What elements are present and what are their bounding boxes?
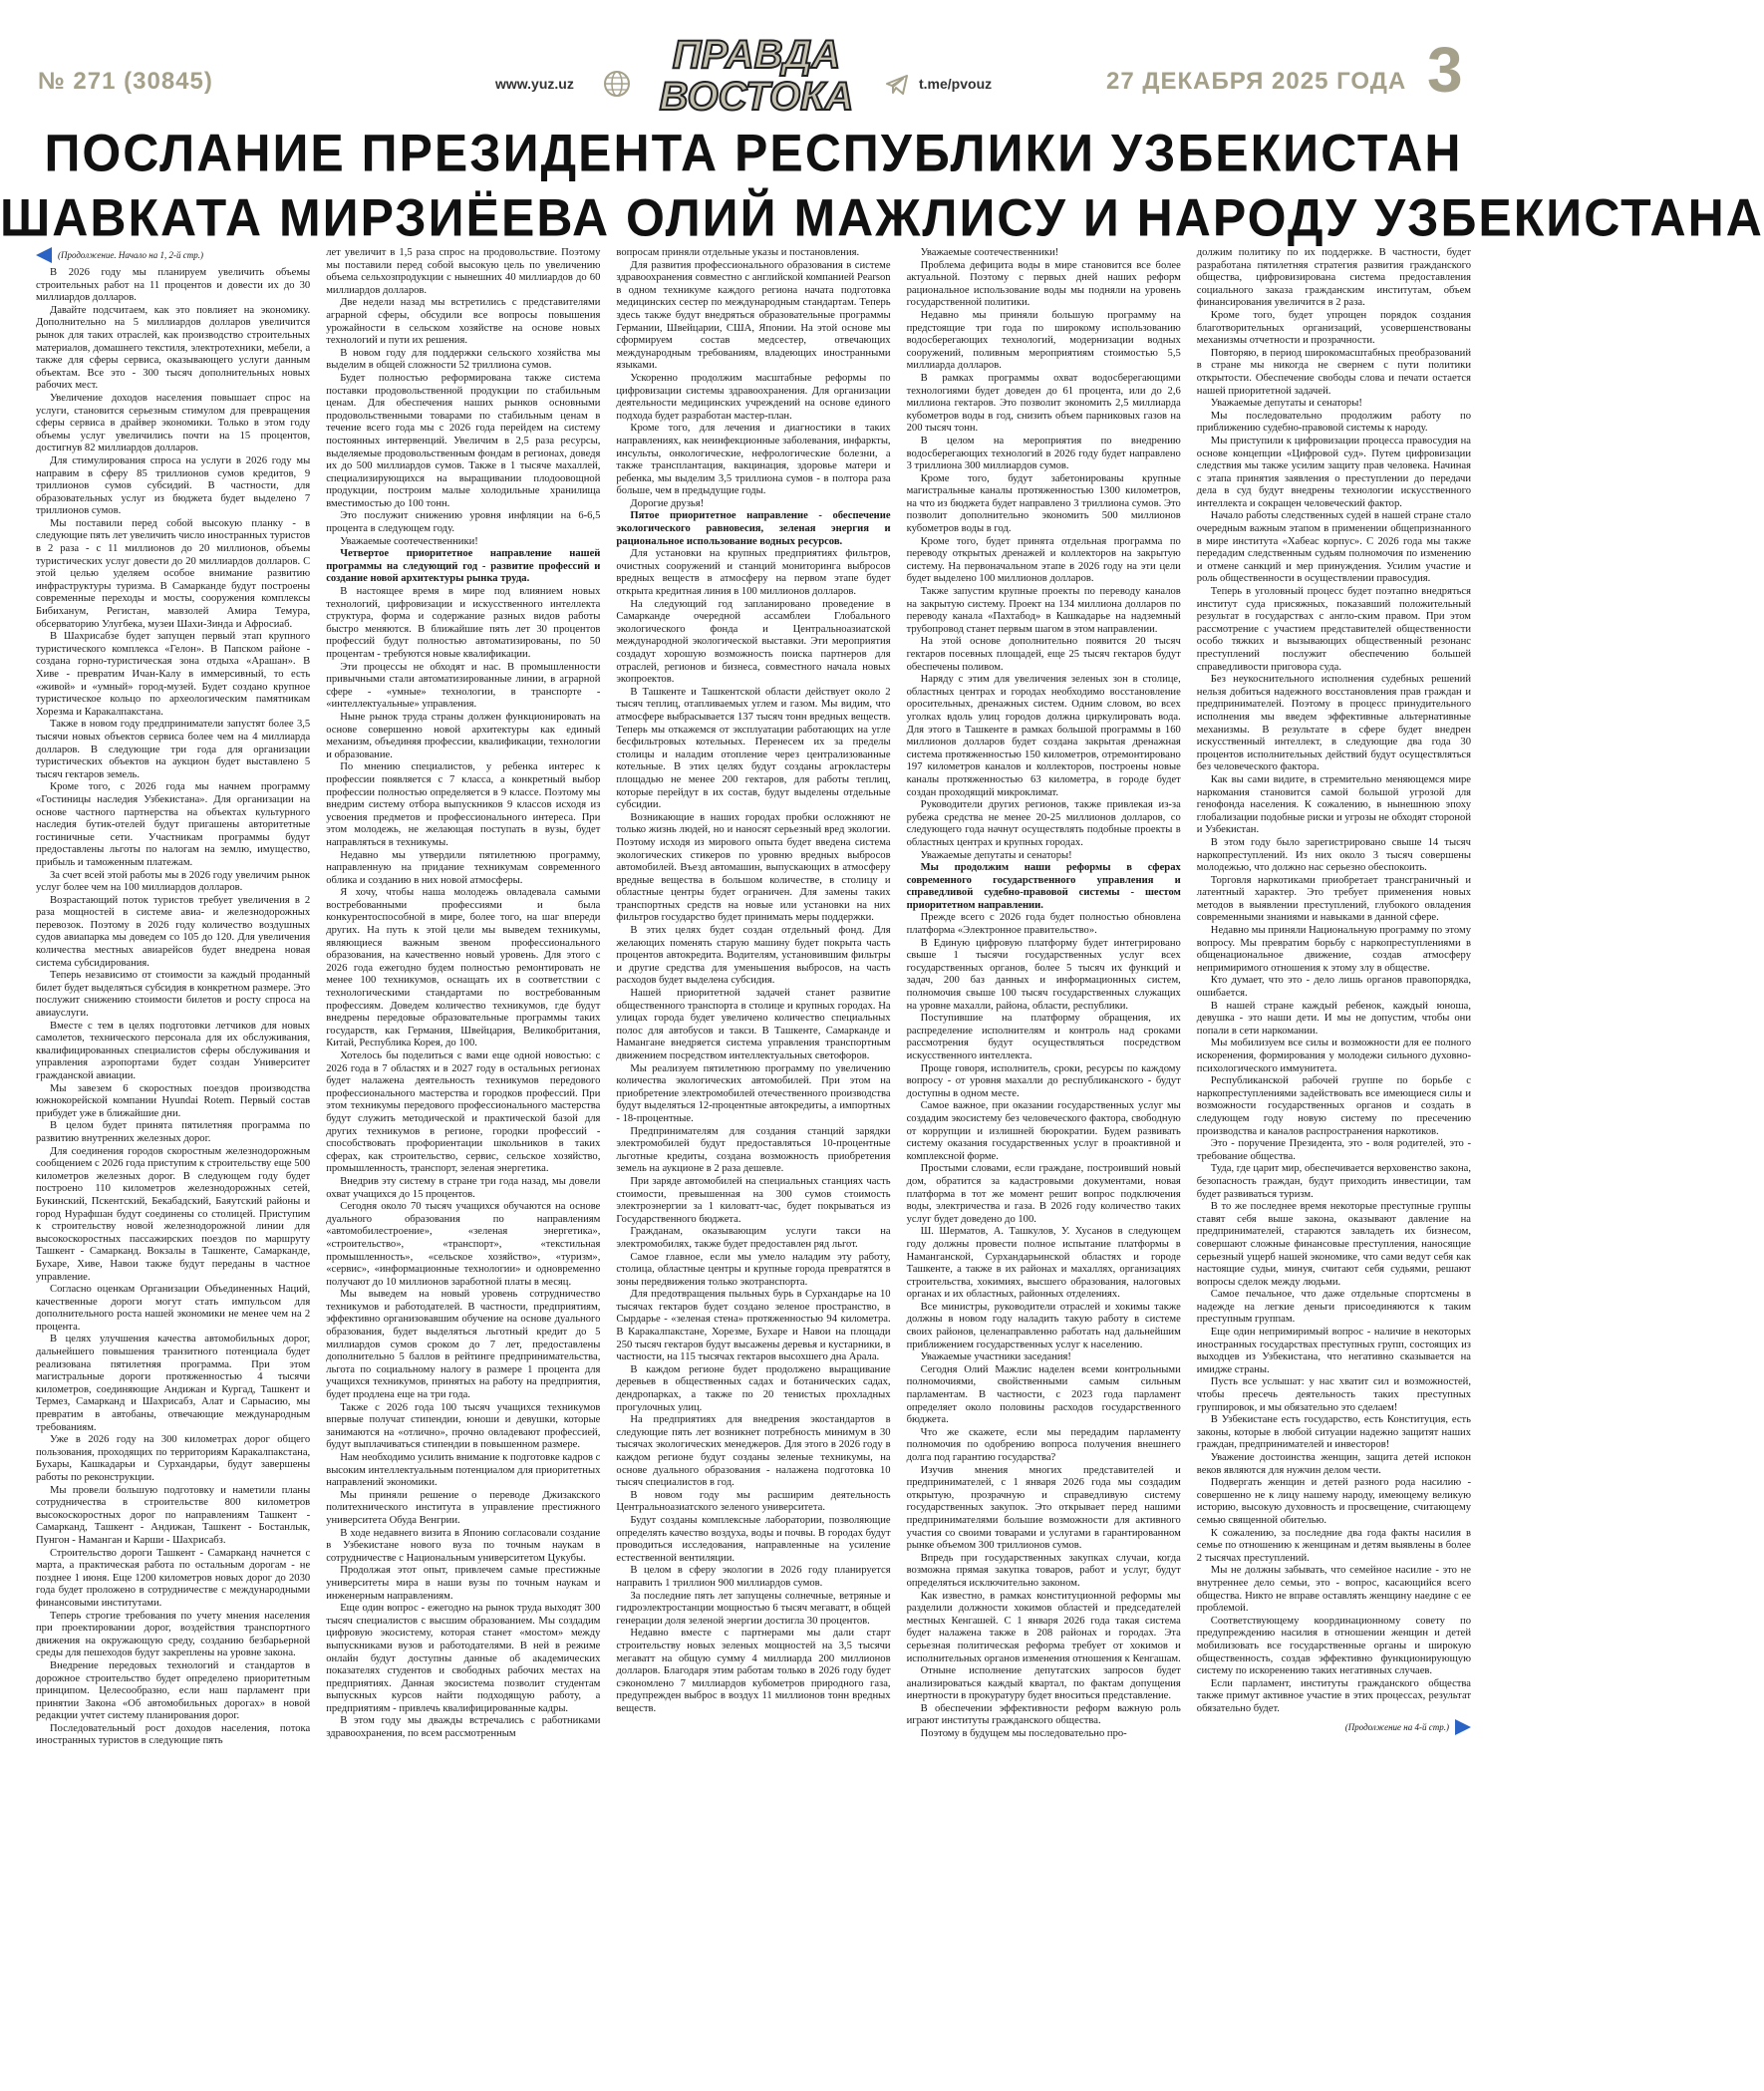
paragraph: Недавно мы утвердили пятилетнюю программу, направленную на придание техникумам современного облика и созданию в них новой атмосферы. <box>326 849 601 886</box>
column-5 <box>1197 247 1471 2071</box>
paragraph: Недавно мы приняли большую программу на предстоящие три года по широкому использованию водосберегающих технологий, модернизации водных сооружений, поливным мероприятиям стоимостью 5,5 миллиарда долларов. <box>906 309 1181 372</box>
paragraph: Возрастающий поток туристов требует увеличения в 2 раза мощностей в системе авиа- и железнодорожных перевозок. Поэтому в 2026 году количество воздушных судов авиапарка мы доведем со 105 до 120. Для увеличения количества местных авиарейсов будет внедрена новая система субсидирования. <box>36 894 311 969</box>
paragraph: Нам необходимо усилить внимание к подготовке кадров с высоким интеллектуальным потенциалом для приоритетных направлений экономики. <box>326 1452 601 1489</box>
paragraph: Эти процессы не обходят и нас. В промышленности привычными стали автоматизированные линии, в аграрной сфере - «умные» технологии, в транспорте - «интеллектуальные» управления. <box>326 661 601 711</box>
paragraph: В целом будет принята пятилетняя программа по развитию внутренних железных дорог. <box>36 1120 311 1144</box>
paragraph: При заряде автомобилей на специальных станциях часть стоимости, превышенная на 300 сумов стоимость электроэнергии за 1 киловатт-час, будет покрываться из Государственного бюджета. <box>616 1175 891 1225</box>
paragraph: В целом на мероприятия по внедрению водосберегающих технологий в 2026 году будет направлено 3 триллиона 300 миллиардов сумов. <box>906 435 1181 472</box>
newspaper-logo <box>648 30 865 119</box>
paragraph: Для стимулирования спроса на услуги в 2026 году мы направим в сферу 85 триллионов сумов кредитов, 9 триллионов сумов субсидий. В частности, для образовательных услуг из бюджета будет выделено 7 триллионов сумов. <box>36 454 311 517</box>
paragraph: Мы выведем на новый уровень сотрудничество техникумов и работодателей. В частности, предприятиям, эффективно организовавшим обучение на основе дуального образования, будет выделяться льготный кредит до 5 миллиардов сумов сроком до 7 лет, предоставлены дополнительно 5 баллов в рейтинге предпринимательства, льгота по социальному налогу в размере 1 процента для учащихся техникумов, принятых на работу на предприятия, будет продлена еще на три года. <box>326 1289 601 1401</box>
paragraph: Сегодня около 70 тысяч учащихся обучаются на основе дуального образования по направлениям «автомобилестроение», «зеленая энергетика», «строительство», «транспорт», «текстильная промышленность», «сельское хозяйство», «туризм», «сервис», «информационные технологии» и одновременно получают до 10 миллионов заработной платы в месяц. <box>326 1201 601 1288</box>
paragraph: Мы приняли решение о переводе Джизакского политехнического института в управление престижного университета Обуда Венгрии. <box>326 1489 601 1526</box>
paragraph: Торговля наркотиками приобретает трансграничный и латентный характер. Это требует применения новых методов в выявлении преступлений, глубокого овладения современными знаниями и навыками в данной сфере. <box>1196 874 1471 924</box>
paragraph: Возникающие в наших городах пробки осложняют не только жизнь людей, но и наносят серьезный вред экологии. Поэтому исходя из мирового опыта будет введена система экологических стикеров по уровню вредных выбросов автомобилей. Въезд автомашин, выпускающих в атмосферу вредные вещества в большом количестве, в столицу и областные центры будет ограничен. Для замены таких транспортных средств на новые или установки на них фильтров государство будет принимать меры поддержки. <box>616 811 891 924</box>
paragraph: Самое важное, при оказании государственных услуг мы создадим экосистему без человеческого фактора, свободную от коррупции и излишней бюрократии. Будем развивать систему оказания государственных услуг в проактивной и комплексной форме. <box>906 1100 1181 1162</box>
paragraph: В новом году для поддержки сельского хозяйства мы выделим в общей сложности 52 триллиона сумов. <box>326 347 601 372</box>
paragraph: Еще один вопрос - ежегодно на рынок труда выходят 300 тысяч специалистов с высшим образованием. Мы создадим цифровую экосистему, которая станет «мостом» между выпускниками вузов и работодателями. В ней в режиме онлайн будут доступны данные об академических показателях студентов и свободных рабочих местах на предприятиях. Данная экосистема позволит студентам выпускных курсов найти подходящую работу, а предприятиям - привлечь квалифицированные кадры. <box>326 1603 601 1714</box>
paragraph: Внедрив эту систему в стране три года назад, мы довели охват учащихся до 15 процентов. <box>326 1175 601 1200</box>
paragraph: Как вы сами видите, в стремительно меняющемся мире наркомания становится самой большой угрозой для генофонда населения. К сожалению, в нынешнюю эпоху глобализации подобные риски и угрозы не обходят стороной и Узбекистан. <box>1196 773 1471 836</box>
paragraph: Это послужит снижению уровня инфляции на 6-6,5 процента в следующем году. <box>326 510 601 535</box>
paragraph: Продолжая этот опыт, привлечем самые престижные университеты мира в наши вузы по точным наукам и инженерным направлениям. <box>326 1565 601 1602</box>
paragraph: Давайте подсчитаем, как это повлияет на экономику. Дополнительно на 5 миллиардов долларов увеличится рынок для таких отраслей, как производство строительных материалов, домашнего текстиля, электротехники, мебели, а также для сферы сервиса, оказывающего услуги данным объектам. Все это - 300 тысяч дополнительных новых рабочих мест. <box>36 304 311 392</box>
paragraph: Недавно вместе с партнерами мы дали старт строительству новых зеленых мощностей на 3,5 тысячи мегаватт на общую сумму 4 миллиарда 200 миллионов долларов. Благодаря этим работам только в 2026 году будет сэкономлено 7 миллиардов кубометров природного газа, предупрежден выброс в воздух 11 миллионов тонн вредных веществ. <box>616 1628 891 1714</box>
paragraph: Все министры, руководители отраслей и хокимы также должны в новом году наладить такую работу в системе своих районов, целенаправленно работать над дальнейшим приближением государственных услуг к населению. <box>906 1301 1181 1350</box>
paragraph: Простыми словами, если граждане, построивший новый дом, обратится за кадастровыми документами, новая платформа в тот же момент решит вопрос подключения воды, электричества и газа. В 2026 году количество таких услуг будет доведено до 100. <box>906 1163 1181 1225</box>
paragraph: Поступившие на платформу обращения, их распределение исполнителям и контроль над сроками рассмотрения будут осуществляться посредством искусственного интеллекта. <box>906 1013 1181 1061</box>
paragraph: Вместе с тем в целях подготовки летчиков для новых самолетов, технического персонала для их обслуживания, квалифицированных специалистов сферы обслуживания и управления аэропортами будет создан Университет гражданской авиации. <box>36 1020 311 1081</box>
paragraph: Уважаемые соотечественники! <box>920 247 1059 258</box>
paragraph: Повторяю, в период широкомасштабных преобразований в стране мы никогда не свернем с пути политики открытости. Обеспечение свободы слова и печати остается нашей приоритетной задачей. <box>1196 347 1471 397</box>
paragraph: Предпринимателям для создания станций зарядки электромобилей будут предоставляться 10-процентные льготные кредиты, создана возможность приобретения земель на аукционе в 2 раза дешевле. <box>616 1125 891 1175</box>
paragraph: Впредь при государственных закупках случаи, когда возможна прямая закупка товаров, работ и услуг, будут определяться исключительно законом. <box>906 1552 1181 1589</box>
paragraph: В этом году мы дважды встречались с работниками здравоохранения, по всем рассмотренным <box>326 1715 601 1740</box>
paragraph: Начало работы следственных судей в нашей стране стало очередным важным этапом в применении общепризнанного в мире института «Хабеас корпус». С 2026 года мы также передадим следственным судьям полномочия по изменению и отмене санкций и мер принуждения. Усилим участие и роль общественности в осуществлении правосудия. <box>1196 510 1471 585</box>
paragraph: За счет всей этой работы мы в 2026 году увеличим рынок услуг более чем на 100 миллиардов долларов. <box>36 869 311 894</box>
column-4 <box>907 247 1181 2071</box>
paragraph: Мы мобилизуем все силы и возможности для ее полного искоренения, формирования у молодежи сильного духовно-психологического иммунитета. <box>1196 1038 1471 1074</box>
issue-number: № 271 (30845) <box>38 68 213 95</box>
column-1 <box>36 247 310 2071</box>
paragraph: Мы последовательно продолжим работу по приближению судебно-правовой системы к народу. <box>1196 410 1471 435</box>
paragraph: Кроме того, будет упрощен порядок создания благотворительных организаций, усовершенствованы механизмы отчетности и прозрачности. <box>1196 309 1471 347</box>
paragraph: Дорогие друзья! <box>630 497 705 509</box>
paragraph: Самое главное, если мы умело наладим эту работу, столица, областные центры и крупные города превратятся в зоны передвижения только экотранспорта. <box>616 1251 891 1288</box>
paragraph: На следующий год запланировано проведение в Самарканде очередной ассамблеи Глобального экологического фонда и Центральноазиатской международной экологической выставки. Эти мероприятия создадут хорошую возможность поиска партнеров для отраслей, регионов и бизнеса, совместного начала новых экопроектов. <box>616 598 891 686</box>
paragraph: Последовательный рост доходов населения, потока иностранных туристов в следующие пять <box>36 1722 311 1747</box>
paragraph: Увеличение доходов населения повышает спрос на услуги, становится серьезным стимулом для превращения сферы сервиса в драйвер экономики. Только в этом году объемы услуг увеличились почти на 15 процентов, достигнув 82 миллиардов долларов. <box>36 392 311 454</box>
paragraph: Уважаемые депутаты и сенаторы! <box>1210 398 1362 410</box>
paragraph: В каждом регионе будет продолжено выращивание деревьев в общественных садах и ботанических садах, дендропарках, а также по 20 тенистых прохладных прогулочных улиц. <box>616 1363 891 1413</box>
paragraph: Уважаемые соотечественники! <box>340 535 478 547</box>
paragraph: К сожалению, за последние два года факты насилия в семье по отношению к женщинам и детям выявлены в более 2 тысячах преступлений. <box>1196 1527 1471 1564</box>
paragraph: Что же скажете, если мы передадим парламенту полномочия по одобрению вопроса получения внешнего долга под гарантию государства? <box>906 1426 1181 1463</box>
paragraph: Мы приступили к цифровизации процесса правосудия на основе концепции «Цифровой суд». Путем цифровизации следствия мы также усилим защиту прав человека. Начиная с этапа принятия заявления о преступлении до передачи дела в суд будут внедрены технологии искусственного интеллекта и сокращен человеческий фактор. <box>1196 435 1471 509</box>
paragraph: В 2026 году мы планируем увеличить объемы строительных работ на 11 процентов и довести их до 30 миллиардов долларов. <box>36 267 311 304</box>
paragraph: Для установки на крупных предприятиях фильтров, очистных сооружений и станций мониторинга выбросов вредных веществ в атмосферу на первом этапе будет открыта кредитная линия в 100 миллионов долларов. <box>616 548 891 598</box>
paragraph: Мы не должны забывать, что семейное насилие - это не внутреннее дело семьи, это - вопрос, касающийся всего общества. Никто не вправе оставлять женщину наедине с ее проблемой. <box>1196 1565 1471 1615</box>
paragraph: Для соединения городов скоростным железнодорожным сообщением с 2026 года приступим к строительству еще 500 километров железных дорог. В следующем году будет построено 110 километров железнодорожных сетей, Букинский, Пскентский, Бекабадский, Баяутский районы и город Нурафшан будут соединены со столицей. Приступим к строительству новой железнодорожной линии для высокоскоростных пассажирских поездов по маршруту Ташкент - Самарканд. Вокзалы в Ташкенте, Самарканде, Бухаре, Хиве, Навои также будут переданы в частное управление. <box>36 1145 311 1283</box>
paragraph: Уже в 2026 году на 300 километрах дорог общего пользования, проходящих по территориям Каракалпакстана, Бухары, Кашкадарьи и Сурхандарьи, будут завершены работы по реконструкции. <box>36 1434 311 1483</box>
paragraph: Проще говоря, исполнитель, сроки, ресурсы по каждому вопросу - от уровня махалли до республиканского - будут доступны в одном месте. <box>906 1062 1181 1099</box>
paragraph: Кроме того, для лечения и диагностики в таких направлениях, как неинфекционные заболевания, инфаркты, инсульты, онкологические, нефрологические болезни, а также трансплантация, вакцинация, здоровье матери и ребенка, мы выделим 3,5 триллиона сумов - в полтора раза больше, чем в предыдущие годы. <box>616 423 891 497</box>
paragraph: Для развития профессионального образования в системе здравоохранения совместно с английской компанией Pearson в одном техникуме каждого региона начата подготовка медицинских сестер по международным стандартам. Теперь здесь также будут внедряться образовательные программы Германии, Швейцарии, США, Японии. На этой основе мы сформируем состав медсестер, отвечающих международным требованиям, владеющих иностранными языками. <box>616 259 891 372</box>
paragraph: Теперь в уголовный процесс будет поэтапно внедряться институт суда присяжных, показавший положительный результат в государствах с англо-ским правом. При этом рассмотрение с участием представителей общественности особо тяжких и вызывающих общественный резонанс преступлений послужит обеспечению большей справедливости приговора суда. <box>1196 586 1471 673</box>
svg-text:ПРАВДА: ПРАВДА <box>672 33 841 77</box>
paragraph: Изучив мнения многих представителей и предпринимателей, с 1 января 2026 года мы создадим открытую, прозрачную и справедливую систему государственных закупок. Это открывает перед нашими предпринимателями большие возможности для активного участия со своими товарами и услугами в гарантированном рынке объемом 300 триллионов сумов. <box>906 1464 1181 1552</box>
paragraph: Поэтому в будущем мы последовательно про- <box>920 1728 1127 1740</box>
paragraph: В целом в сферу экологии в 2026 году планируется направить 1 триллион 900 миллиардов сумов. <box>616 1565 891 1589</box>
paragraph: На предприятиях для внедрения экостандартов в следующие пять лет возникнет потребность минимум в 30 тысячах экологических менеджеров. Для этого в 2026 году в каждом регионе будут созданы зеленые техникумы, на основе дуального образования - налажена подготовка 10 тысяч специалистов в год. <box>616 1414 891 1489</box>
paragraph: Самое печальное, что даже отдельные спортсмены в надежде на легкие деньги присоединяются к таким преступным группам. <box>1196 1289 1471 1326</box>
paragraph: В настоящее время в мире под влиянием новых технологий, цифровизации и искусственного интеллекта структура, форма и содержание разных видов работы быстро меняются. В ближайшие пять лет 30 процентов профессий будут полностью автоматизированы, по 50 процентам - требуются новые квалификации. <box>326 586 601 660</box>
paragraph: Для предотвращения пыльных бурь в Сурхандарье на 10 тысячах гектаров будет создано зеленое пространство, в Сырдарье - «зеленая стена» протяженностью 94 километра. В Каракалпакстане, Хорезме, Бухаре и Навои на площади 250 тысяч гектаров будут высажены деревья и кустарники, в частности, на 115 тысячах гектаров высохшего дна Арала. <box>616 1289 891 1363</box>
website-link[interactable]: www.yuz.uz <box>495 76 574 92</box>
masthead <box>0 0 1507 118</box>
arrow-left-icon <box>36 247 52 263</box>
paragraph: В то же последнее время некоторые преступные группы ставят себя выше закона, оказывают давление на предпринимателей, стараются завладеть их бизнесом, совершают сложные финансовые преступления, наносящие серьезный ущерб нашей экономике, что сами ведут себя как настоящие судьи, минуя, считают себя судьями, решают вопросы сделок между людьми. <box>1196 1201 1471 1288</box>
page-number: 3 <box>1427 34 1463 106</box>
paragraph: Соответствующему координационному совету по предупреждению насилия в отношении женщин и детей мобилизовать все государственные органы и широкую общественность, создав эффективно функционирующую систему по искоренению таких негативных случаев. <box>1196 1615 1471 1677</box>
paragraph: Кто думает, что это - дело лишь органов правопорядка, ошибается. <box>1196 975 1471 1000</box>
svg-text:ВОСТОКА: ВОСТОКА <box>659 75 854 119</box>
paragraph: Будет полностью реформирована также система поставки продовольственной продукции по стабильным ценам. Для обеспечения наших рынков основными продовольственными товарами по стабильным ценам в течение всего года мы с 2026 года перейдем на систему постоянных интервенций. Увеличим в 2,5 раза ресурсы, выделяемые продовольственным фондам в регионах, доведя их до 500 миллиардов сумов. Также в 1 тысяче махаллей, специализирующихся на выращивании плодоовощной продукции, построим малые холодильные хранилища вместимостью до 100 тонн. <box>326 372 601 509</box>
paragraph: Уважаемые депутаты и сенаторы! <box>920 849 1072 861</box>
paragraph: Мы реализуем пятилетнюю программу по увеличению количества экологических автомобилей. При этом на приобретение электромобилей отечественного производства будут выделяться 12-процентные автокредиты, а импортных - 18-процентные. <box>616 1062 891 1124</box>
paragraph: Наряду с этим для увеличения зеленых зон в столице, областных центрах и городах необходимо восстановление оросительных, дренажных систем. Одним словом, во всех уголках вдоль улиц городов должна циркулировать вода. Для этого в Ташкенте в рамках большой программы в 160 миллионов долларов будет создана закрытая дренажная система протяженностью 150 километров, отремонтировано 197 километров каналов и коллекторов, построены новые каналы протяженностью 63 километра, в городе будет создан проходящий микроклимат. <box>906 674 1181 798</box>
paragraph: Строительство дороги Ташкент - Самарканд начнется с марта, а практическая работа по остальным дорогам - не позднее 1 июня. Еще 1200 километров новых дорог до 2030 года будет проложено в сотрудничестве с международными финансовыми институтами. <box>36 1547 311 1609</box>
paragraph: Без неукоснительного исполнения судебных решений нельзя добиться надежного восстановления прав граждан и предпринимателей. Поэтому в процесс принудительного исполнения мы введем эффективные альтернативные механизмы. В результате в сфере будет внедрен искусственный интеллект, в следующие два года 30 процентов исполнительных действий будут осуществляться без человеческого фактора. <box>1196 674 1471 773</box>
paragraph: Это - поручение Президента, это - воля родителей, это - требование общества. <box>1196 1138 1471 1162</box>
paragraph: Кроме того, будут забетонированы крупные магистральные каналы протяженностью 1300 километров, на что из бюджета будет направлено 3 триллиона сумов. Это позволит дополнительно экономить 500 миллионов кубометров воды в год. <box>906 472 1181 535</box>
column-3 <box>616 247 890 2071</box>
headline-line-2: ШАВКАТА МИРЗИЁЕВА ОЛИЙ МАЖЛИСУ И НАРОДУ УЗБЕКИСТАНА <box>0 188 1764 247</box>
paragraph: Уважение достоинства женщин, защита детей испокон веков являются для нужчин делом чести. <box>1196 1452 1471 1476</box>
paragraph: Будут созданы комплексные лаборатории, позволяющие определять качество воздуха, воды и почвы. В городах будут проводиться исследования, направленные на усиление естественной вентиляции. <box>616 1514 891 1564</box>
paragraph: Также запустим крупные проекты по переводу каналов на закрытую систему. Проект на 134 миллиона долларов по переводу канала «Пахтабод» в Кашкадарье на надземный трубопровод станет первым шагом в этом направлении. <box>906 586 1181 635</box>
paragraph: Теперь строгие требования по учету мнения населения при проектировании дорог, воздействия транспортного движения на окружающую среду, созданию безбарьерной среды для пешеходов будут закреплены на уровне закона. <box>36 1610 311 1659</box>
continued-from: (Продолжение. Начало на 1, 2-й стр.) <box>36 247 310 263</box>
paragraph: В нашей стране каждый ребенок, каждый юноша, девушка - это наши дети. И мы не допустим, чтобы они попали в сети наркомании. <box>1196 1000 1471 1037</box>
paragraph: Еще один непримиримый вопрос - наличие в некоторых иностранных государствах преступных групп, состоящих из выходцев из Узбекистана, что негативно сказывается на имидже страны. <box>1196 1327 1471 1375</box>
paragraph: По мнению специалистов, у ребенка интерес к профессии появляется с 7 класса, а конкретный выбор профессии полностью определяется в 9 классе. Поэтому мы внедрим систему отбора выпускников 9 классов исходя из усвоения предметов и профессионального интереса. При этом молодежь, не желающая поступать в вузы, будет направляться в техникумы. <box>326 761 601 848</box>
paragraph: Ускоренно продолжим масштабные реформы по цифровизации системы здравоохранения. Для организации деятельности медицинских учреждений на основе единого подхода будет разработан мастер-план. <box>616 372 891 422</box>
paragraph: Теперь независимо от стоимости за каждый проданный билет будет выделяться субсидия в конкретном размере. Это послужит снижению стоимости билетов и росту спроса на авиауслуги. <box>36 970 311 1020</box>
paragraph: Мы провели большую подготовку и наметили планы сотрудничества в строительстве 800 километров высокоскоростных дорог по направлениям Ташкент - Самарканд, Ташкент - Андижан, Ташкент - Бостанлык, Пунгон - Наманган и Карши - Шахрисабз. <box>36 1484 311 1546</box>
paragraph: Также с 2026 года 100 тысяч учащихся техникумов впервые получат стипендии, юноши и девушки, которые занимаются на «отлично», прочно овладевают профессией, будут выплачиваться стипендии в повышенном размере. <box>326 1401 601 1451</box>
paragraph: Подвергать женщин и детей разного рода насилию - совершенно не к лицу нашему народу, имеющему великую историю, высокую духовность и просвещение, считающему семью священной обителью. <box>1196 1477 1471 1526</box>
section-heading: Пятое приоритетное направление - обеспечение экологического равновесия, зеленая энергия и рациональное использование водных ресурсов. <box>616 510 891 547</box>
headline-line-1: ПОСЛАНИЕ ПРЕЗИДЕНТА РЕСПУБЛИКИ УЗБЕКИСТАН <box>44 124 1463 182</box>
paragraph: Прежде всего с 2026 года будет полностью обновлена платформа «Электронное правительство». <box>906 912 1181 937</box>
telegram-link[interactable]: t.me/pvouz <box>919 76 993 92</box>
paragraph: Руководители других регионов, также привлекая из-за рубежа средства не менее 20-25 миллионов долларов, со следующего года начнут осуществлять подобные проекты в областных центрах и крупных городах. <box>906 799 1181 848</box>
paragraph: лет увеличит в 1,5 раза спрос на продовольствие. Поэтому мы поставили перед собой высокую цель по увеличению объема сельхозпродукции с нынешних 40 миллиардов до 60 миллиардов долларов. <box>326 247 601 296</box>
paragraph: Уважаемые участники заседания! <box>920 1351 1071 1363</box>
paragraph: В целях улучшения качества автомобильных дорог, дальнейшего повышения транзитного потенциала будет реализована пятилетняя программа. При этом магистральные дороги протяженностью 4 тысячи километров, соединяющие Андижан и Кургад, Ташкент и Термез, Самарканд и Шахрисабз, Алат и Сарыасию, мы превратим в автобаны, отвечающие международным требованиям. <box>36 1334 311 1433</box>
section-heading: Мы продолжим наши реформы в сферах современного государственного управления и справедливой судебно-правовой системы - шестом приоритетном направлении. <box>906 862 1181 911</box>
paragraph: Как известно, в рамках конституционной реформы мы разделили должности хокимов областей и председателей местных Кенгашей. С 1 января 2026 года такая система будет налажена также в 208 районах и городах. Эта серьезная политическая реформа требует от хокимов и исполнительных органов изменения отношения к Кенгашам. <box>906 1590 1181 1664</box>
globe-icon <box>603 70 631 98</box>
section-heading: Четвертое приоритетное направление нашей программы на следующий год - развитие профессий и создание новой архитектуры рынка труда. <box>326 548 601 585</box>
paragraph: Кроме того, будет принята отдельная программа по переводу открытых дренажей и коллекторов на закрытую систему. На первоначальном этапе в 2026 году на эти цели будет выделено 100 миллионов долларов. <box>906 535 1181 585</box>
column-2 <box>326 247 600 2071</box>
paragraph: Мы поставили перед собой высокую планку - в следующие пять лет увеличить число иностранных туристов в 2 раза - с 11 миллионов до 20 миллионов, объемы туристических услуг довести до 20 миллиардов долларов. С этой целью уделяем особое внимание развитию инфраструктуры туризма. В Самарканде будут построены современные переходы и мосты, сооружения комплексы Бибиханум, Регистан, мавзолей Амира Темура, обсерваторию Улугбека, музеи Шахи-Зинда и Афросиаб. <box>36 517 311 630</box>
paragraph: Недавно мы приняли Национальную программу по этому вопросу. Мы превратим борьбу с наркопреступлениями в общенациональное движение, создав атмосферу непримиримого отношения к этому злу в обществе. <box>1196 925 1471 974</box>
paragraph: Также в новом году предприниматели запустят более 3,5 тысячи новых объектов сервиса более чем на 4 миллиарда долларов. В следующие три года для организации туристических объектов на аукцион будет выставлено 5 тысяч гектаров земель. <box>36 719 311 780</box>
paragraph: Хотелось бы поделиться с вами еще одной новостью: с 2026 года в 7 областях и в 2027 году в остальных регионах будет налажена деятельность техникумов передового профессионального мастерства и городков профессий. При этом техникумы передового профессионального мастерства будут служить методической и практической базой для других техникумов в регионе, городки профессий - способствовать профориентации школьников в таких сферах, как строительство, сервис, сельское хозяйство, промышленность, транспорт, зеленая энергетика. <box>326 1050 601 1175</box>
paragraph: Пусть все услышат: у нас хватит сил и возможностей, чтобы пресечь деятельность таких преступных группировок, и мы обязательно это сделаем! <box>1196 1376 1471 1413</box>
paragraph: Отныне исполнение депутатских запросов будет анализироваться каждый квартал, по фактам допущения инертности в прокуратуру будет вноситься представление. <box>906 1665 1181 1702</box>
paragraph: В этих целях будет создан отдельный фонд. Для желающих поменять старую машину будет покрыта часть процентов автокредита. Водителям, установившим фильтры и другие средства для уменьшения выбросов, на часть расходов будет выделена субсидия. <box>616 925 891 987</box>
paragraph: В Единую цифровую платформу будет интегрировано свыше 1 тысячи государственных услуг всех государственных органов, более 5 тысяч их функций и задач, 200 баз данных и информационных систем, полномочия свыше 100 тысяч государственных служащих на уровне махалли, района, области, республики. <box>906 937 1181 1012</box>
paragraph: Внедрение передовых технологий и стандартов в дорожное строительство будет определено приоритетным принципом. Целесообразно, если наш парламент при принятии Закона «Об автомобильных дорогах» в новой редакции учтет систему планирования дорог. <box>36 1659 311 1722</box>
paragraph: Кроме того, с 2026 года мы начнем программу «Гостиницы наследия Узбекистана». Для организации на основе частного партнерства на объектах культурного наследия бутик-отелей будут пригашены авторитетные гостиничные сети. Участникам программы будут предоставлены льготы по налогам на землю, имущество, прибыль и таможенным платежам. <box>36 781 311 868</box>
paragraph: За последние пять лет запущены солнечные, ветряные и гидроэлектростанции мощностью 6 тысяч мегаватт, в общей генерации доля зеленой энергии достигла 30 процентов. <box>616 1590 891 1627</box>
paragraph: должим политику по их поддержке. В частности, будет разработана пятилетняя стратегия развития гражданского общества, цифровизирована система предоставления социального заказа гражданским институтам, объем финансирования увеличится в 2 раза. <box>1196 247 1471 309</box>
paragraph: Ныне рынок труда страны должен функционировать на основе совершенно новой архитектуры как единый механизм, объединяя профессии, квалификации, технологии и образование. <box>326 711 601 760</box>
paragraph: Мы завезем 6 скоростных поездов производства южнокорейской компании Hyundai Rotem. Первый состав прибудет уже в ближайшие дни. <box>36 1082 311 1119</box>
paragraph: Если парламент, институты гражданского общества также примут активное участие в этих процессах, результат обязательно будет. <box>1196 1677 1471 1714</box>
paragraph: В рамках программы охват водосберегающими технологиями будет доведен до 61 процента, или до 2,6 миллиона гектаров. Это позволит экономить 2,5 миллиарда кубометров воды в год, снизить объем парниковых газов на 200 тысяч тонн. <box>906 372 1181 435</box>
paragraph: Сегодня Олий Мажлис наделен всеми контрольными полномочиями, свойственными самым сильным парламентам. В частности, с 2023 года парламент определяет около половины расходов государственного бюджета. <box>906 1363 1181 1426</box>
arrow-right-icon <box>1455 1719 1471 1735</box>
paragraph: Нашей приоритетной задачей станет развитие общественного транспорта в столице и крупных городах. На улицах города будет увеличено количество специальных полос для автобусов и такси. В Ташкенте, Самарканде и Намангане внедряется система управления транспортным движением посредством интеллектуальных светофоров. <box>616 988 891 1061</box>
paragraph: В Ташкенте и Ташкентской области действует около 2 тысяч теплиц, отапливаемых углем и газом. Мы видим, что атмосфере выбрасывается 137 тысяч тонн вредных веществ. Теперь мы откажемся от эксплуатации работающих на угле бесфильтровых котельных. Перенесем их за пределы столицы и наладим отопление через централизованные котельные. В этих целях будут созданы агрокластеры площадью не менее 200 гектаров, для работы теплиц, которые перейдут в их состав, будут выделены отдельные субсидии. <box>616 686 891 811</box>
paragraph: Проблема дефицита воды в мире становится все более актуальной. Поэтому с первых дней наших реформ рациональное использование воды мы подняли на уровень государственной политики. <box>906 259 1181 309</box>
paragraph: вопросам приняли отдельные указы и постановления. <box>616 247 860 258</box>
paragraph: В новом году мы расширим деятельность Центральноазиатского зеленого университета. <box>616 1489 891 1514</box>
paragraph: В ходе недавнего визита в Японию согласовали создание в Узбекистане нового вуза по точным наукам в сотрудничестве с Национальным университетом Цукубы. <box>326 1527 601 1564</box>
paragraph: В обеспечении эффективности реформ важную роль играют институты гражданского общества. <box>906 1702 1181 1727</box>
article-body <box>36 247 1471 2071</box>
paragraph: Республиканской рабочей группе по борьбе с наркопреступлениями задействовать все имеющиеся силы и возможности государственных органов и создать в следующем году новую систему по пресечению производства и каналов распространения наркотиков. <box>1196 1075 1471 1137</box>
article-headline <box>0 121 1764 250</box>
paragraph: В Шахрисабзе будет запущен первый этап крупного туристического комплекса «Гелон». В Папском районе - создана горно-туристическая зона отдыха «Арашан». В Хиве - превратим Ичан-Калу в иммерсивный, то есть «живой» и «умный» город-музей. Будет создано крупное туристическое кольцо по археологическим памятникам Хорезма и Каракалпакстана. <box>36 631 311 718</box>
telegram-icon <box>885 74 909 96</box>
issue-date: 27 ДЕКАБРЯ 2025 ГОДА <box>1106 68 1407 95</box>
paragraph: Две недели назад мы встретились с представителями аграрной сферы, обсудили все вопросы повышения урожайности в сельском хозяйстве на основе новых технологий и пути их решения. <box>326 297 601 347</box>
paragraph: Я хочу, чтобы наша молодежь овладевала самыми востребованными профессиями и была конкурентоспособной в мире, более того, на шаг впереди других. На путь к этой цели мы выведем техникумы, являющиеся важным звеном профессионального образования, на качественно новый уровень. Для этого с 2026 года ежегодно будем полностью ремонтировать не менее 100 техникумов, оснащать их в соответствии с технологическими стандартами по востребованным профессиям. Доведем количество техникумов, где будут внедрены передовые образовательные программы таких государств, как Германия, Швейцария, Великобритания, Китай, Республика Корея, до 100. <box>326 887 601 1049</box>
paragraph: В Узбекистане есть государство, есть Конституция, есть законы, которые в любой ситуации надежно защитят наших граждан, предпринимателей и инвесторов! <box>1196 1414 1471 1451</box>
paragraph: Туда, где царит мир, обеспечивается верховенство закона, безопасность граждан, будут приходить инвестиции, там будет развиваться туризм. <box>1196 1163 1471 1200</box>
paragraph: Гражданам, оказывающим услуги такси на электромобилях, также будет предоставлен ряд льгот. <box>616 1226 891 1250</box>
paragraph: На этой основе дополнительно появится 20 тысяч гектаров посевных площадей, еще 25 тысяч гектаров будут обеспечены поливом. <box>906 636 1181 673</box>
paragraph: Согласно оценкам Организации Объединенных Наций, качественные дороги могут стать импульсом для дополнительного роста нашей экономики не менее чем на 2 процента. <box>36 1284 311 1333</box>
paragraph: Ш. Шерматов, А. Ташкулов, У. Хусанов в следующем году должны провести полное испытание платформы в Наманганской, Сурхандарьинской областях и городе Ташкенте, а также в их районах и махаллях, организациях строительства, хокимиях, высшего образования, налоговых органах и их областных, районных отделениях. <box>906 1226 1181 1301</box>
paragraph: В этом году было зарегистрировано свыше 14 тысяч наркопреступлений. Из них около 3 тысяч совершены молодежью, что должно нас серьезно обеспокоить. <box>1196 836 1471 874</box>
continued-on: (Продолжение на 4-й стр.) <box>1197 1719 1471 1735</box>
